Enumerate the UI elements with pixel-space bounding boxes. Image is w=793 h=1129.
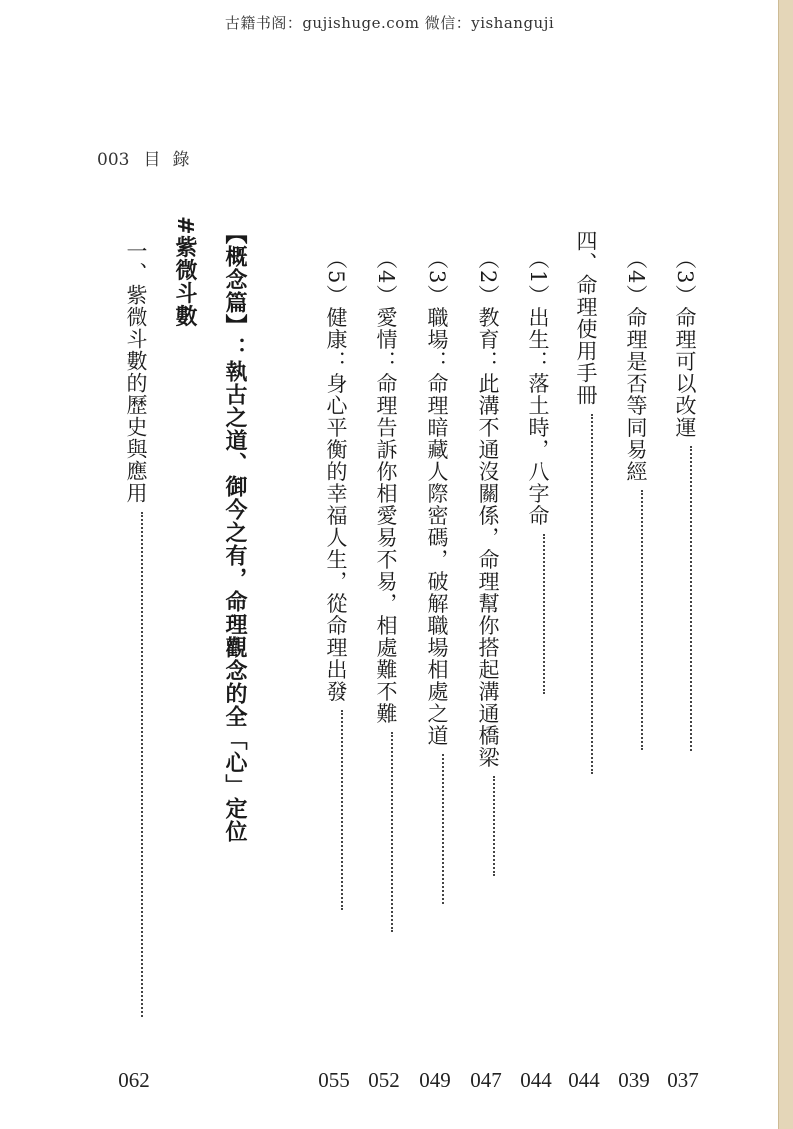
toc-page-number: 049 xyxy=(419,1068,451,1092)
toc-section-text: 四、命理使用手冊 xyxy=(574,230,598,406)
toc-entry[interactable] xyxy=(423,248,451,904)
dot-leader xyxy=(641,490,643,750)
toc-entry-text: （2）教育：此溝不通沒關係，命理幫你搭起溝通橋梁 xyxy=(476,248,500,769)
toc-page-number: 037 xyxy=(667,1068,699,1092)
toc-page-number: 044 xyxy=(520,1068,552,1092)
toc-entry-text: （4）命理是否等同易經 xyxy=(624,248,648,483)
toc-entry[interactable] xyxy=(524,248,552,694)
page-number: 003 xyxy=(97,150,130,170)
toc-page-number: 047 xyxy=(470,1068,502,1092)
toc-entry[interactable] xyxy=(322,248,350,910)
header-title-1: 目 xyxy=(143,150,161,170)
chapter-heading-text: #紫微斗數 xyxy=(172,216,197,328)
toc-section[interactable] xyxy=(122,240,150,1017)
toc-entry-text: （4）愛情：命理告訴你相愛易不易，相處難不難 xyxy=(374,248,398,725)
header-title-2: 錄 xyxy=(172,150,190,170)
page-header xyxy=(97,145,189,170)
toc-page-number: 044 xyxy=(568,1068,600,1092)
toc-entry[interactable] xyxy=(372,248,400,932)
toc-entry-text: （5）健康：身心平衡的幸福人生，從命理出發 xyxy=(324,248,348,703)
toc-entry[interactable] xyxy=(474,248,502,876)
dot-leader xyxy=(391,732,393,932)
watermark: 古籍书阁：gujishuge.com 微信：yishanguji xyxy=(224,14,555,32)
toc-page-number: 039 xyxy=(618,1068,650,1092)
dot-leader xyxy=(493,776,495,876)
toc-entry-text: （3）命理可以改運 xyxy=(673,248,697,439)
chapter-heading xyxy=(170,216,198,327)
dot-leader xyxy=(690,446,692,751)
part-heading-text: 【概念篇】：執古之道、御今之有，命理觀念的全「心」定位 xyxy=(222,222,247,843)
toc-entry-text: （1）出生：落土時，八字命 xyxy=(526,248,550,527)
dot-leader xyxy=(543,534,545,694)
part-heading xyxy=(220,222,248,843)
toc-entry-text: （3）職場：命理暗藏人際密碼，破解職場相處之道 xyxy=(425,248,449,747)
toc-page-number: 055 xyxy=(318,1068,350,1092)
dot-leader xyxy=(591,414,593,774)
page-edge xyxy=(778,0,793,1129)
toc-page-number: 062 xyxy=(118,1068,150,1092)
dot-leader xyxy=(442,754,444,904)
toc-section-text: 一、紫微斗數的歷史與應用 xyxy=(124,240,148,504)
dot-leader xyxy=(341,710,343,910)
toc-page-number: 052 xyxy=(368,1068,400,1092)
toc-entry[interactable] xyxy=(671,248,699,751)
dot-leader xyxy=(141,512,143,1017)
toc-section[interactable] xyxy=(572,230,600,774)
toc-entry[interactable] xyxy=(622,248,650,750)
